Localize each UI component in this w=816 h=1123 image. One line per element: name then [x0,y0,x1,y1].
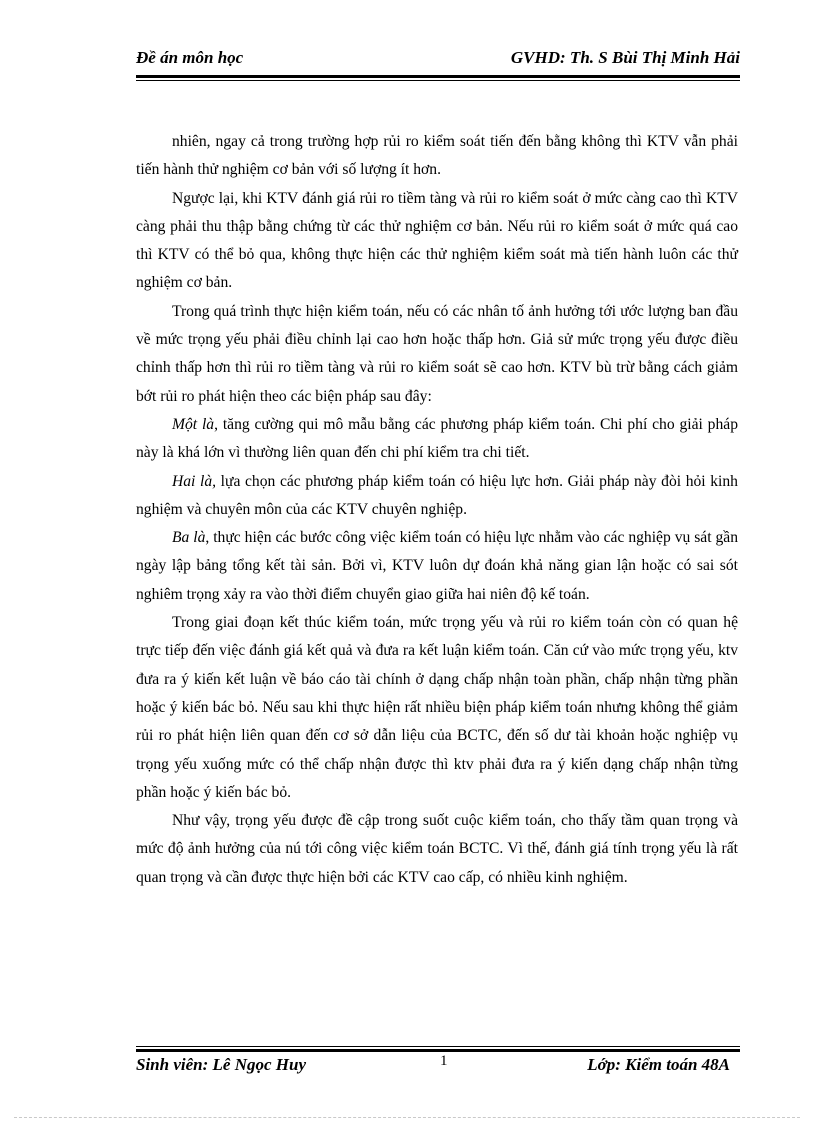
header-rule-thin [136,80,740,81]
header-course-title: Đề án môn học [136,48,244,67]
page-footer [136,1053,740,1081]
paragraph-4-lead: Một là [172,415,215,433]
header-rule-thick [136,75,740,78]
paragraph-5 [136,468,738,525]
paragraph-6-lead: Ba là [172,529,206,547]
paragraph-5-lead: Hai là, [172,472,217,490]
footer-class: Lớp: Kiểm toán 48A [587,1055,730,1074]
body-text [136,128,738,892]
paragraph-1: nhiên, ngay cả trong trường hợp rủi ro kiểm soát tiến đến bằng không thì KTV vẫn phải tiến hành thử nghiệm cơ bản với số lượng ít hơn. [136,133,738,179]
paragraph-6-text: , thực hiện các bước công việc kiểm toán có hiệu lực nhằm vào các nghiệp vụ sát gần ngày lập bảng tổng kết tài sản. Bởi vì, KTV luôn dự đoán khả năng gian lận hoặc có sai sót nghiêm trọng xảy ra vào thời điểm chuyển giao giữa hai niên độ kế toán. [136,529,738,603]
paragraph-4-text: , tăng cường qui mô mẫu bằng các phương pháp kiểm toán. Chi phí cho giải pháp này là khá lớn vì thường liên quan đến chi phí kiểm tra chi tiết. [136,415,738,462]
paragraph-4 [136,411,738,468]
paragraph-6 [136,524,738,609]
page-number: 1 [440,1053,448,1069]
footer-rule-thin [136,1046,740,1047]
header-supervisor: GVHD: Th. S Bùi Thị Minh Hải [510,48,740,67]
paragraph-2: Ngược lại, khi KTV đánh giá rủi ro tiềm tàng và rủi ro kiểm soát ở mức càng cao thì KTV càng phải thu thập bằng chứng từ các thử nghiệm cơ bản. Nếu rủi ro kiểm soát ở mức quá cao thì KTV có thể bỏ qua, không thực hiện các thử nghiệm kiểm soát mà tiến hành luôn các thử nghiệm cơ bản. [136,189,738,292]
footer-student-name: Sinh viên: Lê Ngọc Huy [136,1055,306,1074]
paragraph-3: Trong quá trình thực hiện kiểm toán, nếu có các nhân tố ảnh hưởng tới ước lượng ban đầu về mức trọng yếu phải điều chỉnh lại cao hơn hoặc thấp hơn. Giả sử mức trọng yếu được điều chỉnh thấp hơn thì rủi ro tiềm tàng và rủi ro kiểm soát sẽ cao hơn. KTV bù trừ bằng cách giảm bớt rủi ro phát hiện theo các biện pháp sau đây: [136,302,738,405]
paragraph-8: Như vậy, trọng yếu được đề cập trong suốt cuộc kiểm toán, cho thấy tầm quan trọng và mức độ ảnh hưởng của nú tới công việc kiểm toán BCTC. Vì thế, đánh giá tính trọng yếu là rất quan trọng và cần được thực hiện bởi các KTV cao cấp, có nhiều kinh nghiệm. [136,812,738,886]
footer-rule-thick [136,1049,740,1052]
paragraph-5-text: lựa chọn các phương pháp kiểm toán có hiệu lực hơn. Giải pháp này đòi hỏi kinh nghiệm và chuyên môn của các KTV chuyên nghiệp. [136,472,738,518]
page-edge-divider [14,1117,800,1118]
paragraph-7: Trong giai đoạn kết thúc kiểm toán, mức trọng yếu và rủi ro kiểm toán còn có quan hệ trực tiếp đến việc đánh giá kết quả và đưa ra kết luận kiểm toán. Căn cứ vào mức trọng yếu, ktv đưa ra ý kiến kết luận về báo cáo tài chính ở dạng chấp nhận toàn phần, chấp nhận từng phần hoặc ý kiến bác bỏ. Nếu sau khi thực hiện rất nhiều biện pháp kiểm toán nhưng không thể giảm rủi ro phát hiện liên quan đến cơ sở dẫn liệu của BCTC, đến số dư tài khoản hoặc nghiệp vụ trọng yếu xuống mức có thể chấp nhận được thì ktv phải đưa ra ý kiến dạng chấp nhận từng phần hoặc ý kiến bác bỏ. [136,614,738,801]
page-header [136,48,740,76]
